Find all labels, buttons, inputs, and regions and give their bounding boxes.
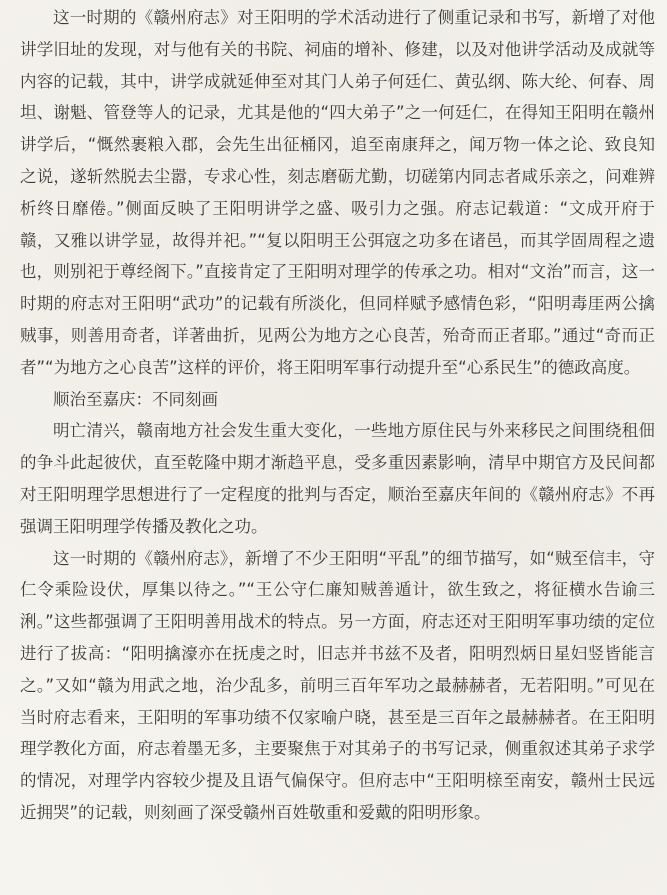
paragraph-2: 明亡清兴，赣南地方社会发生重大变化，一些地方原住民与外来移民之间围绕租佃的争斗此起彼伏，直至乾隆中期才渐趋平息，受多重因素影响，清早中期官方及民间都对王阳明理学思想进行了一定程度的批判与否定，顺治至嘉庆年间的《赣州府志》不再强调王阳明理学传播及教化之功。	[20, 421, 655, 536]
paragraph-3: 这一时期的《赣州府志》，新增了不少王阳明“平乱”的细节描写，如“贼至信丰，守仁令乘险设伏，厚集以待之。”“王公守仁廉知贼善遁计，欲生致之，将征横水告谕三浰。”这些都强调了王阳明善用战术的特点。另一方面，府志还对王阳明军事功绩的定位进行了拔高：“阳明擒濠亦在抚虔之时，旧志并书兹不及者，阳明烈炳日星妇竖皆能言之。”又如“赣为用武之地，治少乱多，前明三百年军功之最赫赫者，无若阳明。”可见在当时府志看来，王阳明的军事功绩不仅家喻户晓，甚至是三百年之最赫赫者。在王阳明理学教化方面，府志着墨无多，主要聚焦于对其弟子的书写记录，侧重叙述其弟子求学的情况，对理学内容较少提及且语气偏保守。但府志中“王阳明榇至南安，赣州士民远近拥哭”的记载，则刻画了深受赣州百姓敬重和爱戴的阳明形象。	[20, 548, 655, 822]
paragraph-1: 这一时期的《赣州府志》对王阳明的学术活动进行了侧重记录和书写，新增了对他讲学旧址的发现，对与他有关的书院、祠庙的增补、修建，以及对他讲学活动及成就等内容的记载，其中，讲学成就延伸至对其门人弟子何廷仁、黄弘纲、陈大纶、何春、周坦、谢魁、管登等人的记录，尤其是他的“四大弟子”之一何廷仁，在得知王阳明在赣州讲学后，“慨然裹粮入郡，会先生出征桶冈，追至南康拜之，闻万物一体之论、致良知之说，遂斩然脱去尘嚣，专求心性，刻志磨砺尤勤，切磋第内同志者咸乐亲之，问难辨析终日靡倦。”侧面反映了王阳明讲学之盛、吸引力之强。府志记载道：“文成开府于赣，又雅以讲学显，故得并祀。”“复以阳明王公弭寇之功多在诸邑，而其学固周程之遗也，则别祀于尊经阁下。”直接肯定了王阳明对理学的传承之功。相对“文治”而言，这一时期的府志对王阳明“武功”的记载有所淡化，但同样赋予感情色彩，“阳明毒厓两公擒贼事，则善用奇者，详著曲折，见两公为地方之心良苦，殆奇而正者耶。”通过“奇而正者”“为地方之心良苦”这样的评价，将王阳明军事行动提升至“心系民生”的德政高度。	[20, 8, 655, 377]
section-subheading: 顺治至嘉庆：不同刻画	[53, 389, 218, 409]
